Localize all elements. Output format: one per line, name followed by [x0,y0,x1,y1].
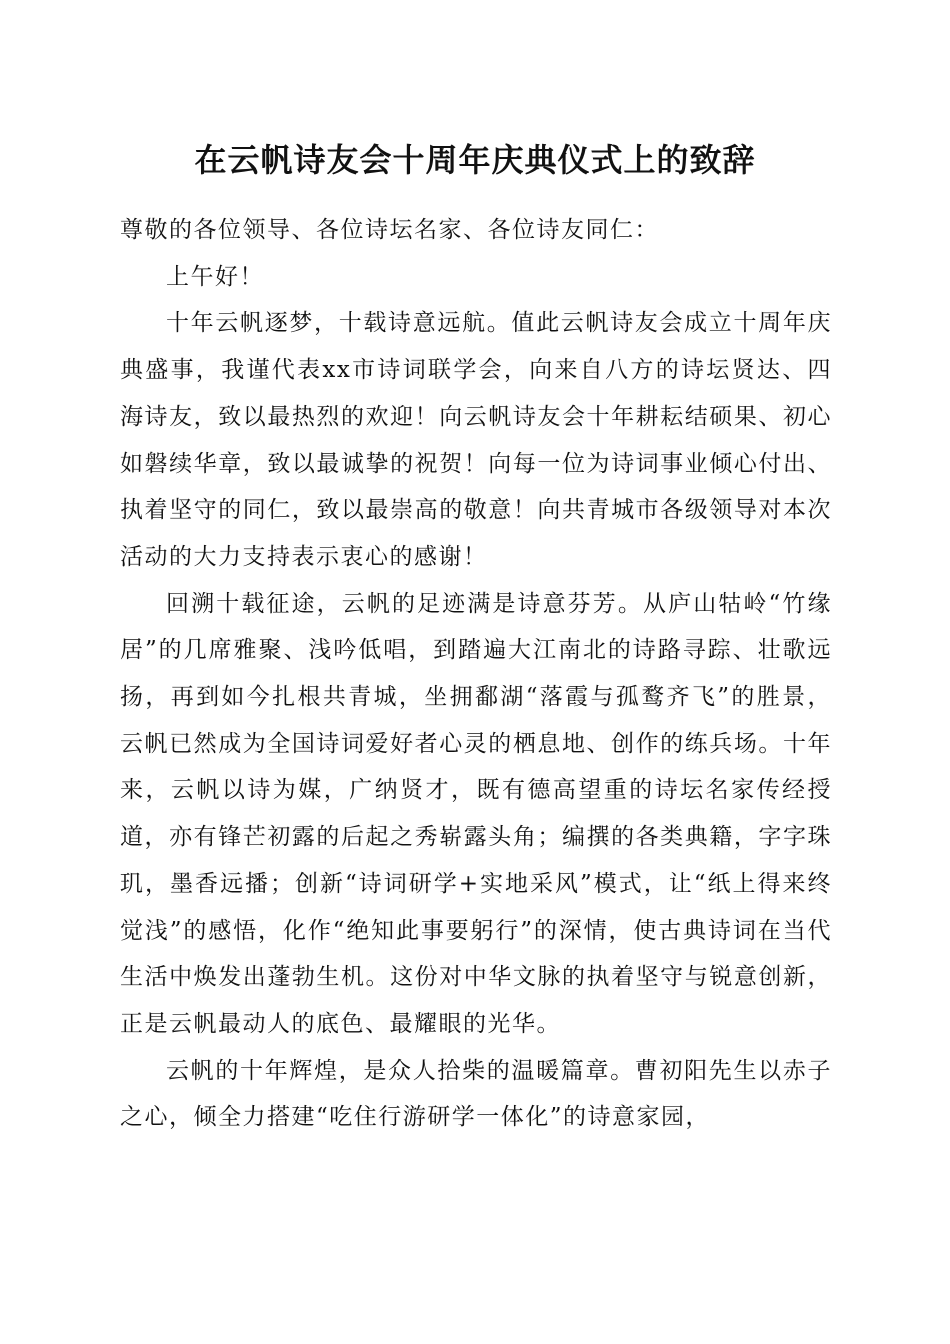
paragraph-history: 回溯十载征途，云帆的足迹满是诗意芬芳。从庐山牯岭“竹缘居”的几席雅聚、浅吟低唱，到踏遍大江南北的诗路寻踪、壮歌远扬，再到如今扎根共青城，坐拥鄱湖“落霞与孤鹜齐飞”的胜景，云帆已然成为全国诗词爱好者心灵的栖息地、创作的练兵场。十年来，云帆以诗为媒，广纳贤才，既有德高望重的诗坛名家传经授道，亦有锋芒初露的后起之秀崭露头角；编撰的各类典籍，字字珠玑，墨香远播；创新“诗词研学+实地采风”模式，让“纸上得来终觉浅”的感悟，化作“绝知此事要躬行”的深情，使古典诗词在当代生活中焕发出蓬勃生机。这份对中华文脉的执着坚守与锐意创新，正是云帆最动人的底色、最耀眼的光华。 [120,590,832,1037]
document-title: 在云帆诗友会十周年庆典仪式上的致辞 [194,141,756,179]
document-body [120,207,832,1141]
paragraph-achievements: 云帆的十年辉煌，是众人拾柴的温暖篇章。曹初阳先生以赤子之心，倾全力搭建“吃住行游研学一体化”的诗意家园， [120,1057,832,1131]
paragraph-welcome: 十年云帆逐梦，十载诗意远航。值此云帆诗友会成立十周年庆典盛事，我谨代表xx市诗词联学会，向来自八方的诗坛贤达、四海诗友，致以最热烈的欢迎！向云帆诗友会十年耕耘结硕果、初心如磐续华章，致以最诚挚的祝贺！向每一位为诗词事业倾心付出、执着坚守的同仁，致以最崇高的敬意！向共青城市各级领导对本次活动的大力支持表示衷心的感谢！ [120,310,832,570]
salutation: 尊敬的各位领导、各位诗坛名家、各位诗友同仁： [120,217,659,243]
paragraph-greeting: 上午好！ [166,263,264,290]
